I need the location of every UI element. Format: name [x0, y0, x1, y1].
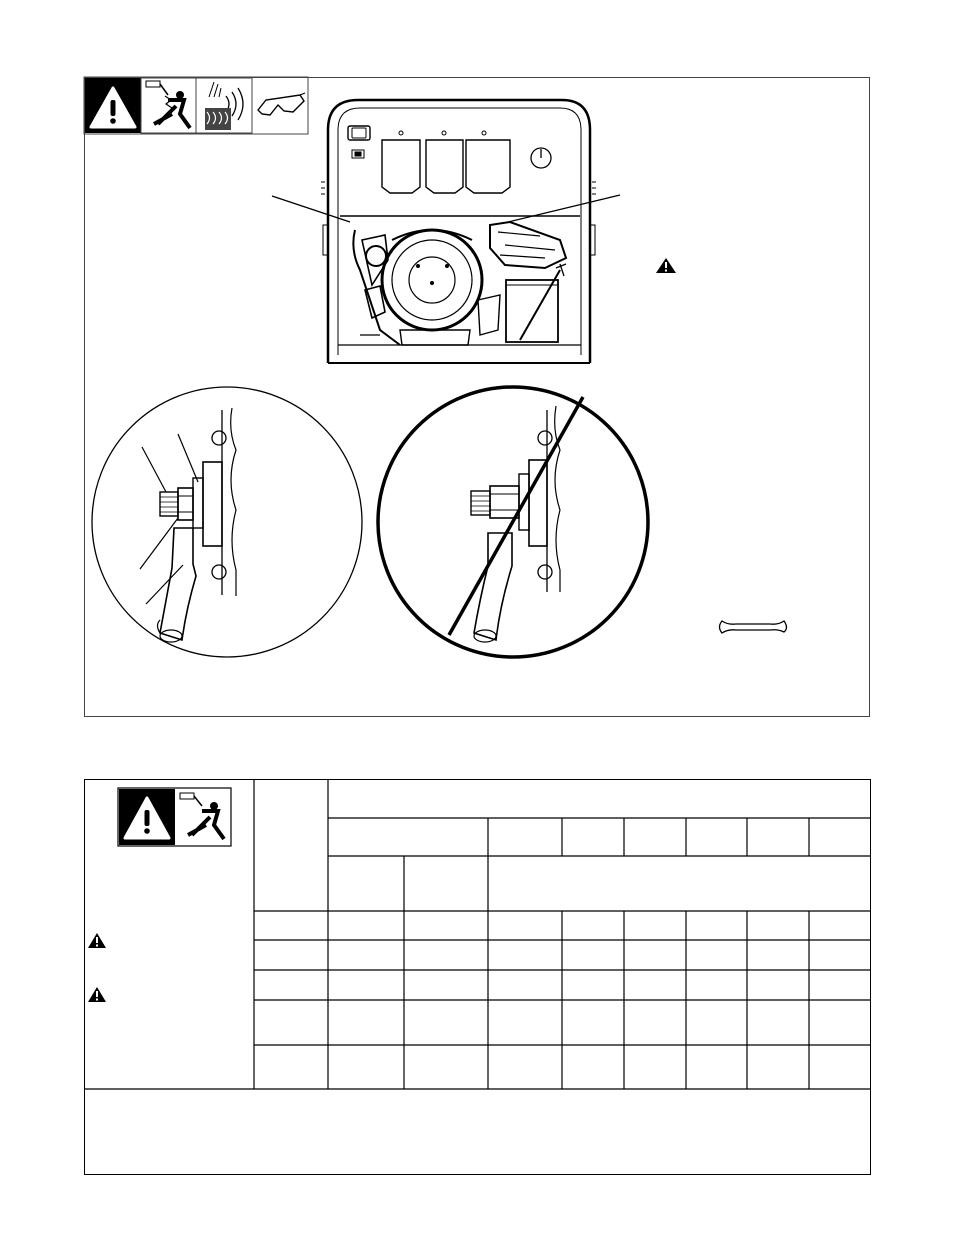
wrench-icon — [720, 621, 787, 633]
electric-shock-icon — [141, 78, 196, 133]
safety-icon-strip — [84, 77, 308, 134]
fumes-gases-icon — [196, 78, 252, 133]
table-panel — [84, 779, 871, 1175]
incorrect-connection-detail — [378, 387, 648, 657]
safety-glasses-icon — [258, 93, 305, 115]
correct-connection-detail — [92, 387, 362, 657]
hazard-warning-icon — [85, 78, 141, 133]
warning-symbol — [656, 258, 676, 273]
welder-generator-front-view — [272, 100, 620, 363]
